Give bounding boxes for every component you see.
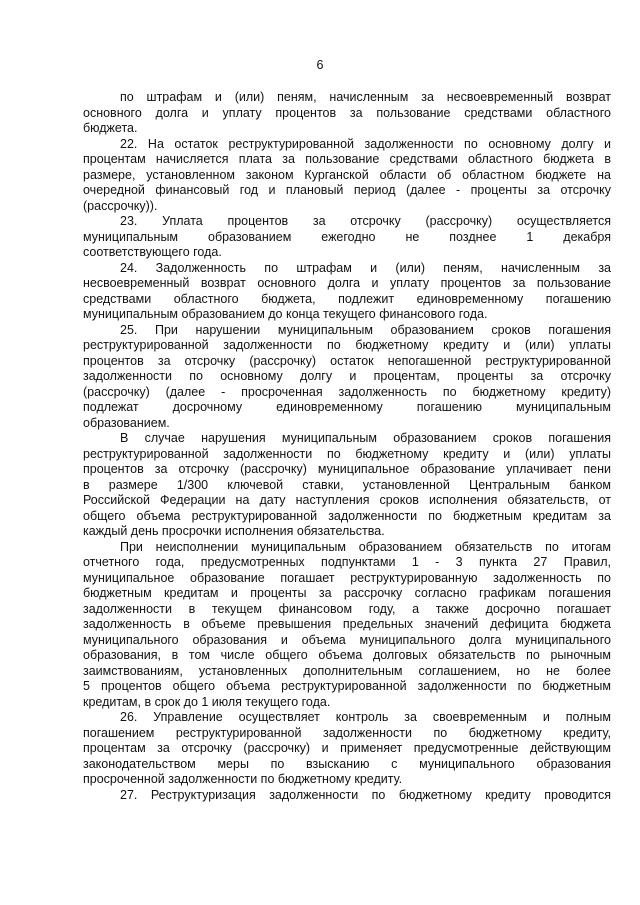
text-line: процентам за отсрочку (рассрочку) и применяет предусмотренные действующим — [83, 741, 611, 755]
text-line: размере, установленном законом Курганской области об областном бюджете на — [83, 167, 611, 182]
text-line: процентам начисляется плата за пользование средствами областного бюджета в — [83, 152, 611, 166]
text-line: В случае нарушения муниципальным образованием сроков погашения — [120, 431, 611, 445]
page-number: 6 — [316, 58, 324, 72]
text-line: бюджетным кредитам и проценты за рассрочку согласно графикам погашения — [83, 586, 611, 600]
text-line: 22. На остаток реструктурированной задолженности по основному долгу и — [120, 136, 611, 151]
paragraph-p0 — [83, 90, 611, 137]
text-line: очередной финансовый год и плановый период (далее - проценты за отсрочку — [83, 183, 611, 197]
text-line: процентов за отсрочку (рассрочку) муниципальное образование уплачивает пени — [83, 462, 611, 476]
text-line: погашением реструктурированной задолженности по бюджетному кредиту, — [83, 725, 611, 740]
text-line: несвоевременный возврат основного долга и уплату процентов за пользование — [83, 276, 611, 290]
text-line: отчетного года, предусмотренных подпунктами 1 - 3 пункта 27 Правил, — [83, 555, 611, 569]
text-line: основного долга и уплату процентов за пользование средствами областного — [83, 105, 611, 120]
text-line: муниципального образования и объема муниципального долга муниципального — [83, 632, 611, 647]
paragraph-p23 — [83, 214, 611, 261]
text-line: подлежат досрочному единовременному погашению муниципальным — [83, 400, 611, 414]
text-line: общего объема реструктурированной задолженности по бюджетным кредитам за — [83, 508, 611, 523]
text-line: в размере 1/300 ключевой ставки, установленной Центральным банком — [83, 477, 611, 492]
text-line: заимствованиям, установленных дополнительным соглашением, но не более — [83, 663, 611, 678]
text-line: муниципальным образованием до конца текущего финансового года. — [83, 307, 488, 321]
text-line: задолженность в объеме превышения предельных значений дефицита бюджета — [83, 617, 611, 631]
paragraph-p25 — [83, 323, 611, 432]
text-line: просроченной задолженности по бюджетному кредиту. — [83, 772, 403, 786]
text-line: соответствующего года. — [83, 245, 222, 259]
paragraph-p22 — [83, 137, 611, 215]
text-line: кредитам, в срок до 1 июля текущего года. — [83, 694, 331, 709]
text-line: 25. При нарушении муниципальным образованием сроков погашения — [120, 322, 611, 337]
text-line: 26. Управление осуществляет контроль за своевременным и полным — [120, 710, 611, 724]
text-line: процентов за отсрочку (рассрочку) остаток непогашенной реструктурированной — [83, 353, 611, 368]
paragraph-p25c — [83, 540, 611, 711]
text-line: 27. Реструктуризация задолженности по бюджетному кредиту проводится — [120, 787, 611, 802]
paragraph-p25b — [83, 431, 611, 540]
text-line: по штрафам и (или) пеням, начисленным за несвоевременный возврат — [120, 90, 611, 104]
text-line: реструктурированной задолженности по бюджетному кредиту и (или) уплаты — [83, 338, 611, 352]
document-body — [83, 90, 611, 803]
text-line: муниципальным образованием ежегодно не позднее 1 декабря — [83, 229, 611, 244]
text-line: Российской Федерации на дату наступления сроков исполнения обязательств, от — [83, 493, 611, 507]
text-line: реструктурированной задолженности по бюджетному кредиту и (или) уплаты — [83, 446, 611, 461]
paragraph-p24 — [83, 261, 611, 323]
text-line: 23. Уплата процентов за отсрочку (рассрочку) осуществляется — [120, 214, 611, 228]
text-line: образования, в том числе общего объема долговых обязательств по рыночным — [83, 648, 611, 662]
text-line: 24. Задолженность по штрафам и (или) пеням, начисленным за — [120, 260, 611, 275]
text-line: задолженности в текущем финансовом году, а также досрочно погашает — [83, 601, 611, 616]
paragraph-p27 — [83, 788, 611, 804]
text-line: При неисполнении муниципальным образованием обязательств по итогам — [120, 539, 611, 554]
text-line: бюджета. — [83, 121, 138, 135]
paragraph-p26 — [83, 710, 611, 788]
text-line: образованием. — [83, 415, 170, 430]
text-line: законодательством меры по взысканию с муниципального образования — [83, 756, 611, 771]
text-line: муниципальное образование погашает реструктурированную задолженность по — [83, 570, 611, 585]
text-line: (рассрочку) (далее - просроченная задолженность по бюджетному кредиту) — [83, 384, 611, 399]
text-line: 5 процентов общего объема реструктурированной задолженности по бюджетным — [83, 679, 611, 693]
text-line: средствами областного бюджета, подлежит единовременному погашению — [83, 291, 611, 306]
text-line: (рассрочку)). — [83, 198, 158, 213]
text-line: каждый день просрочки исполнения обязательства. — [83, 524, 385, 538]
text-line: задолженности по основному долгу и процентам, проценты за отсрочку — [83, 369, 611, 383]
